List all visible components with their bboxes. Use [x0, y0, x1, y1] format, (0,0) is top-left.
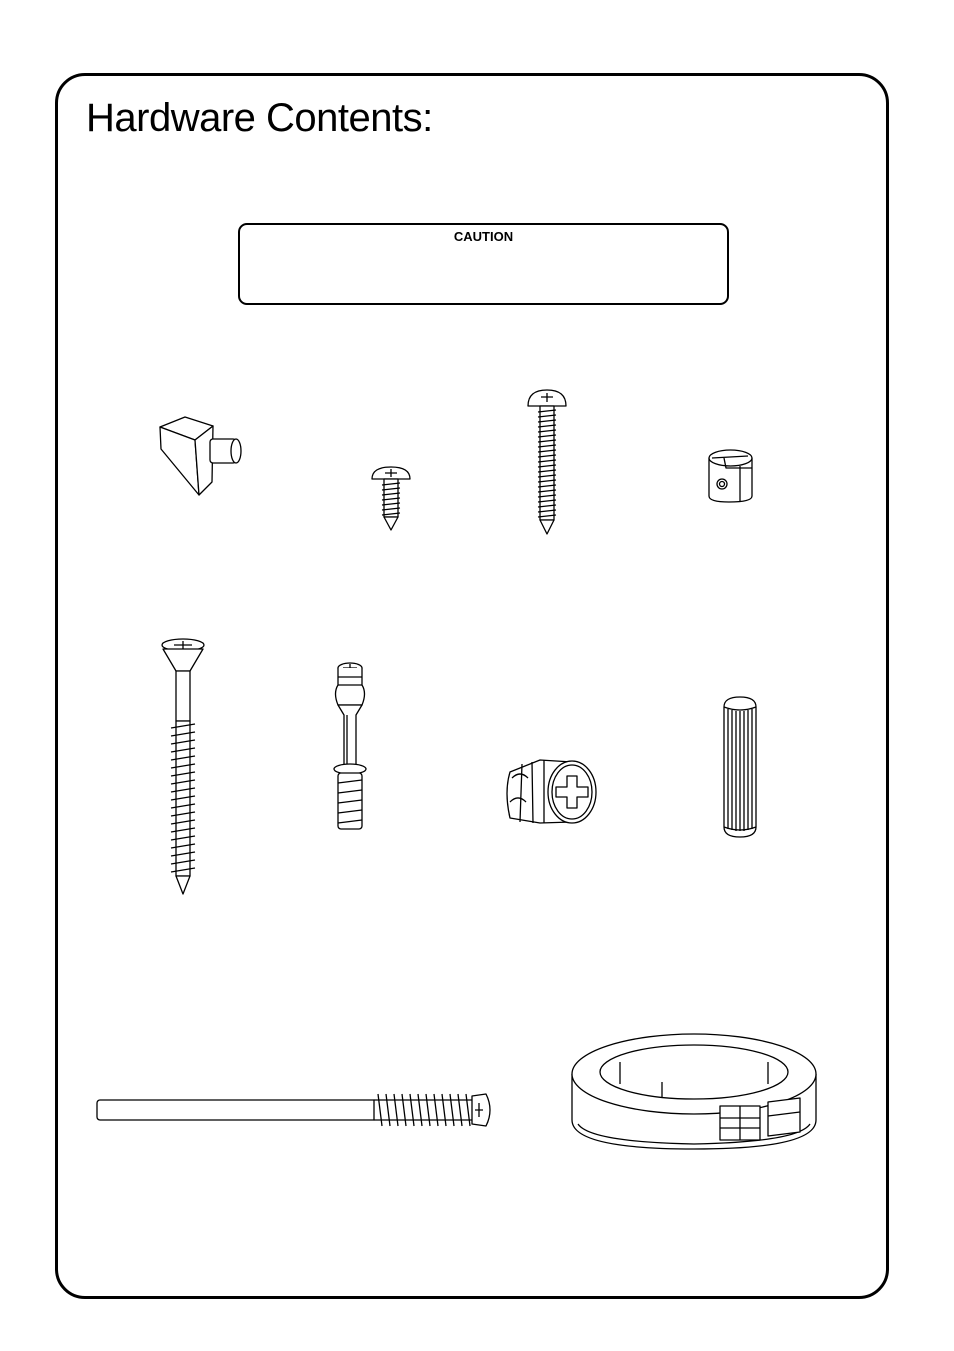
- short-screw-icon: [368, 463, 414, 533]
- caution-box: [238, 223, 729, 305]
- barrel-nut-icon: [700, 446, 760, 506]
- wood-screw-icon: [158, 636, 208, 898]
- page-title: Hardware Contents:: [86, 96, 433, 140]
- cam-bolt-icon: [330, 660, 370, 835]
- shelf-support-pin-icon: [155, 412, 245, 502]
- grommet-ring-icon: [570, 1032, 818, 1152]
- long-connector-bolt-icon: [94, 1088, 496, 1132]
- long-screw-icon: [525, 386, 569, 536]
- wooden-dowel-icon: [720, 695, 760, 840]
- cam-lock-icon: [500, 750, 600, 835]
- caution-label: CAUTION: [453, 229, 514, 244]
